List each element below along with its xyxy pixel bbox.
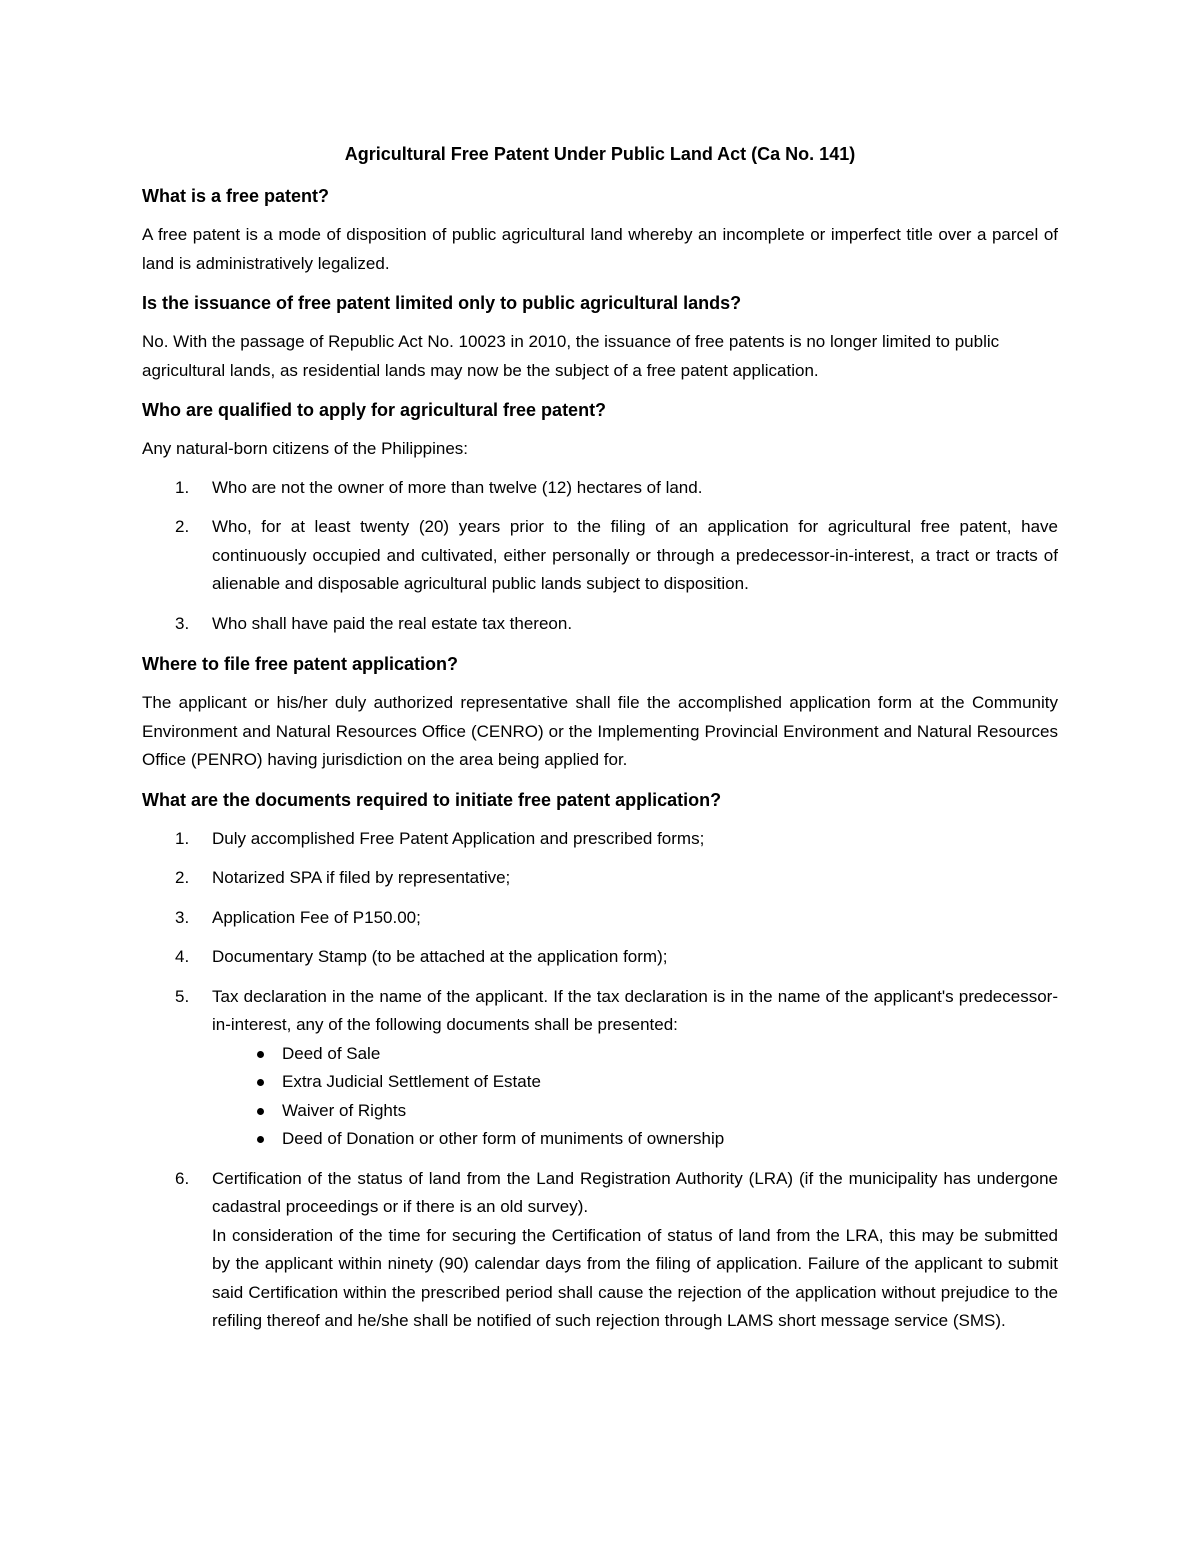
paragraph-what-is-free-patent: A free patent is a mode of disposition of public agricultural land whereby an incomplete or imperfect title over a parcel of land is administratively legalized.: [142, 225, 1058, 273]
list-item: [142, 513, 1058, 599]
heading-where-to-file: Where to file free patent application?: [142, 654, 459, 674]
sublist-item: [212, 1040, 1058, 1069]
sublist-text: Deed of Donation or other form of muniments of ownership: [282, 1129, 725, 1148]
list-number: 1.: [175, 828, 190, 848]
sublist-item: [212, 1068, 1058, 1097]
list-item: [142, 983, 1058, 1154]
list-item: [142, 904, 1058, 933]
heading-limited-to-agricultural: Is the issuance of free patent limited only to public agricultural lands?: [142, 293, 742, 313]
documents-list: [142, 825, 1058, 1336]
paragraph-where-to-file: The applicant or his/her duly authorized representative shall file the accomplished application form at the Community Environment and Natural Resources Office (CENRO) or the Implementing Provincial Environment and Natural Resources Office (PENRO) having jurisdiction on the area being applied for.: [142, 693, 1058, 769]
list-number: 3.: [175, 907, 190, 927]
heading-who-qualified: Who are qualified to apply for agricultural free patent?: [142, 400, 607, 420]
list-text: Documentary Stamp (to be attached at the application form);: [212, 947, 668, 966]
list-text: Tax declaration in the name of the applicant. If the tax declaration is in the name of the applicant's predecessor-in-interest, any of the following documents shall be presented:: [212, 986, 1058, 1034]
list-text-continuation: In consideration of the time for securing the Certification of status of land from the LRA, this may be submitted by the applicant within ninety (90) calendar days from the filing of application. Failure of the applicant to submit said Certification within the prescribed period shall cause the rejection of the application without prejudice to the refiling thereof and he/she shall be notified of such rejection through LAMS short message service (SMS).: [212, 1225, 1058, 1330]
list-item: [142, 1165, 1058, 1336]
heading-required-documents: What are the documents required to initiate free patent application?: [142, 789, 722, 810]
bullet-icon: [257, 1079, 264, 1086]
qualified-list: [142, 474, 1058, 639]
list-item: [142, 610, 1058, 639]
list-text: Duly accomplished Free Patent Application and prescribed forms;: [212, 828, 705, 848]
list-text: Application Fee of P150.00;: [212, 907, 421, 927]
ownership-documents-sublist: [212, 1040, 1058, 1154]
list-item: [142, 474, 1058, 503]
sublist-item: [212, 1097, 1058, 1126]
list-number: 3.: [175, 613, 190, 633]
list-text: Who, for at least twenty (20) years prior to the filing of an application for agricultural free patent, have continuously occupied and cultivated, either personally or through a predecessor-in-interest, a tract or tracts of alienable and disposable agricultural public lands subject to disposition.: [212, 517, 1058, 593]
list-number: 4.: [175, 947, 190, 966]
list-number: 6.: [175, 1168, 190, 1188]
sublist-text: Deed of Sale: [282, 1043, 381, 1063]
list-number: 5.: [175, 986, 190, 1006]
document-title: Agricultural Free Patent Under Public Land Act (Ca No. 141): [344, 144, 856, 164]
document-body: [142, 139, 1058, 1347]
list-number: 2.: [175, 517, 190, 536]
list-text: Certification of the status of land from the Land Registration Authority (LRA) (if the municipality has undergone cadastral proceedings or if there is an old survey).: [212, 1168, 1058, 1216]
bullet-icon: [257, 1051, 264, 1058]
list-text: Notarized SPA if filed by representative;: [212, 868, 511, 887]
list-number: 2.: [175, 868, 190, 887]
heading-what-is-free-patent: What is a free patent?: [142, 186, 330, 206]
list-item: [142, 825, 1058, 854]
sublist-text: Extra Judicial Settlement of Estate: [282, 1072, 541, 1091]
paragraph-qualified-intro: Any natural-born citizens of the Philippines:: [142, 439, 469, 458]
sublist-item: [212, 1125, 1058, 1154]
bullet-icon: [257, 1136, 264, 1143]
list-text: Who shall have paid the real estate tax thereon.: [212, 613, 573, 633]
list-item: [142, 864, 1058, 893]
list-text: Who are not the owner of more than twelve (12) hectares of land.: [212, 477, 703, 497]
list-number: 1.: [175, 477, 190, 497]
bullet-icon: [257, 1108, 264, 1115]
sublist-text: Waiver of Rights: [282, 1100, 407, 1120]
paragraph-limited-to-agricultural: No. With the passage of Republic Act No. 10023 in 2010, the issuance of free patents is no longer limited to public agricultural lands, as residential lands may now be the subject of a free patent application.: [142, 332, 1000, 380]
list-item: [142, 943, 1058, 972]
